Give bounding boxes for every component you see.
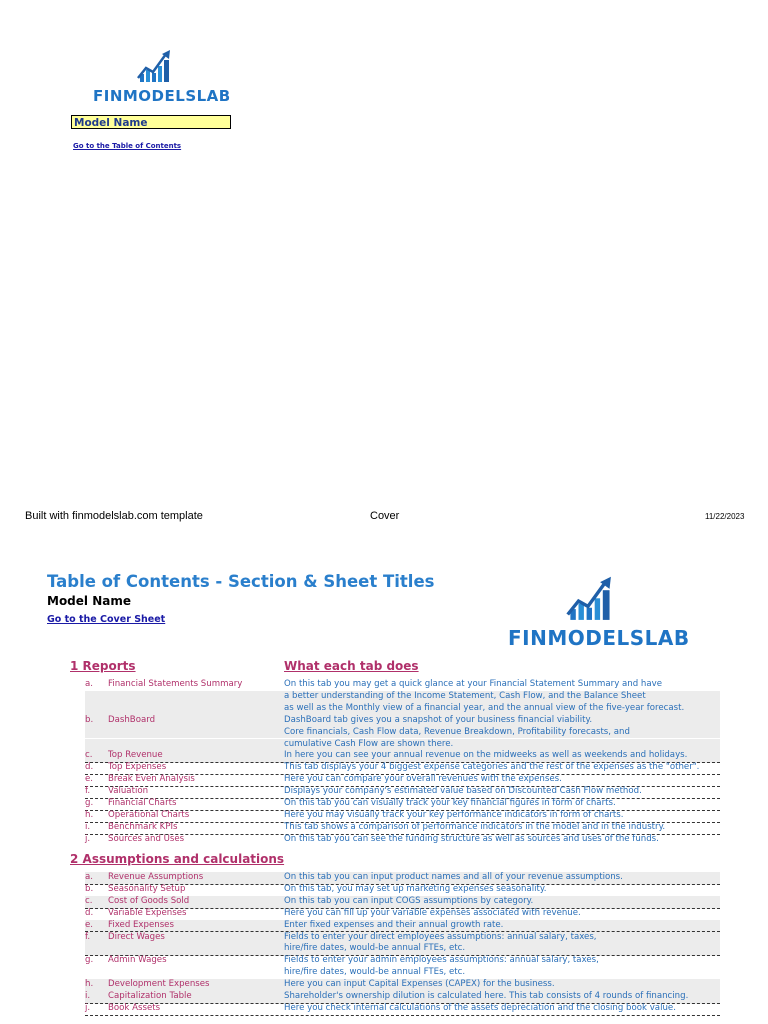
toc-entry[interactable] [85, 834, 720, 846]
entry-description: a better understanding of the Income Statement, Cash Flow, and the Balance Sheet [284, 690, 646, 701]
entry-description: DashBoard tab gives you a snapshot of your business financial viability. [284, 714, 593, 725]
entry-sheet-name[interactable]: Break Even Analysis [108, 774, 195, 785]
entry-letter: a. [85, 872, 93, 882]
what-each-tab-heading: What each tab does [284, 659, 419, 673]
entry-letter: b. [85, 883, 94, 894]
entry-letter: d. [85, 907, 94, 918]
entry-description: Here you can input Capital Expenses (CAPEX) for the business. [284, 979, 555, 990]
entry-description: Here you can fill up your variable expenses associated with revenue. [284, 907, 581, 918]
entry-description: Here you can compare your overall revenues with the expenses. [284, 774, 562, 785]
footer-date: 11/22/2023 [705, 512, 745, 521]
entry-sheet-name[interactable]: Valuation [108, 786, 149, 797]
entry-letter: h. [85, 979, 94, 990]
entry-sheet-name[interactable]: Seasonality Setup [108, 883, 186, 894]
entry-sheet-name[interactable]: Development Expenses [108, 979, 210, 990]
entry-sheet-name[interactable]: Sources and Uses [108, 833, 185, 844]
entry-description: hire/fire dates, would-be annual FTEs, etc. [284, 967, 466, 978]
entry-description: Core financials, Cash Flow data, Revenue Breakdown, Profitability forecasts, and [284, 726, 630, 737]
entry-description: Displays your company's estimated value based on Discounted Cash Flow method. [284, 786, 642, 797]
toc-entry-continuation [85, 691, 720, 703]
entry-description: On this tab you can input product names and all of your revenue assumptions. [284, 872, 623, 882]
footer-left: Built with finmodelslab.com template [25, 510, 203, 522]
toc-entry[interactable] [85, 932, 720, 944]
entry-sheet-name[interactable]: Top Revenue [108, 750, 163, 761]
entry-description: On this tab you may get a quick glance at your Financial Statement Summary and have [284, 679, 663, 689]
entry-description: On this tab, you may set up marketing expenses seasonality. [284, 883, 547, 894]
entry-description: On this tab you can input COGS assumptions by category. [284, 895, 534, 906]
toc-entry[interactable] [85, 715, 720, 727]
entry-description: On this tab you can see the funding structure as well as sources and uses of the funds. [284, 833, 659, 844]
entry-letter: h. [85, 809, 94, 820]
toc-entry[interactable] [85, 679, 720, 691]
toc-entry-continuation [85, 727, 720, 739]
entry-letter: j. [85, 833, 91, 844]
entry-letter: d. [85, 762, 94, 773]
entry-description: hire/fire dates, would-be annual FTEs, etc. [284, 943, 466, 954]
entry-letter: e. [85, 919, 94, 930]
entry-sheet-name[interactable]: Financial Charts [108, 798, 177, 808]
entry-description: On this tab you can visually track your key financial figures in form of charts. [284, 798, 616, 808]
toc-link[interactable]: Go to the Table of Contents [73, 142, 182, 150]
entry-sheet-name[interactable]: Top Expenses [108, 762, 167, 773]
entry-letter: i. [85, 991, 91, 1001]
cover-sheet-link[interactable]: Go to the Cover Sheet [47, 614, 166, 625]
footer-center: Cover [370, 510, 400, 522]
toc-title: Table of Contents - Section & Sheet Titles [47, 572, 435, 591]
entry-sheet-name[interactable]: DashBoard [108, 714, 156, 725]
entry-description: as well as the Monthly view of a financial year, and the annual view of the five-year forecast. [284, 702, 685, 713]
entry-letter: b. [85, 714, 94, 725]
entry-description: cumulative Cash Flow are shown there. [284, 738, 454, 749]
entry-letter: c. [85, 750, 93, 761]
entry-sheet-name[interactable]: Revenue Assumptions [108, 872, 204, 882]
entry-sheet-name[interactable]: Admin Wages [108, 955, 167, 966]
entry-sheet-name[interactable]: Benchmark KPIs [108, 821, 178, 832]
entry-description: Here you check internal calculations of the assets depreciation and the closing book value. [284, 1002, 676, 1013]
entry-letter: a. [85, 679, 93, 689]
entry-sheet-name[interactable]: Cost of Goods Sold [108, 895, 190, 906]
section-1-heading[interactable]: 1 Reports [70, 659, 136, 673]
entry-letter: f. [85, 931, 91, 942]
entry-letter: j. [85, 1002, 91, 1013]
toc-entry[interactable] [85, 1003, 720, 1016]
entry-letter: g. [85, 955, 94, 966]
entry-description: In here you can see your annual revenue on the midweeks as well as weekends and holidays. [284, 750, 688, 761]
entry-letter: g. [85, 798, 94, 808]
brand-chart-icon [564, 574, 620, 628]
brand-wordmark: FINMODELSLAB [93, 87, 231, 105]
toc-model-name: Model Name [47, 594, 131, 608]
entry-sheet-name[interactable]: Direct Wages [108, 931, 165, 942]
entry-description: Fields to enter your admin employees assumptions: annual salary, taxes, [284, 955, 599, 966]
entry-sheet-name[interactable]: Financial Statements Summary [108, 679, 243, 689]
entry-sheet-name[interactable]: Fixed Expenses [108, 919, 174, 930]
brand-wordmark: FINMODELSLAB [508, 626, 690, 650]
entry-description: Here you may visually track your key performance indicators in form of charts. [284, 809, 624, 820]
entry-description: Enter fixed expenses and their annual growth rate. [284, 919, 504, 930]
entry-sheet-name[interactable]: Operational Charts [108, 809, 190, 820]
brand-chart-icon [136, 48, 176, 88]
entry-description: This tab displays your 4 biggest expense categories and the rest of the expenses as the "other". [284, 762, 700, 773]
section-2-heading[interactable]: 2 Assumptions and calculations [70, 852, 285, 866]
entry-description: Fields to enter your direct employees assumptions: annual salary, taxes, [284, 931, 597, 942]
entry-sheet-name[interactable]: Variable Expenses [108, 907, 187, 918]
entry-letter: f. [85, 786, 91, 797]
entry-sheet-name[interactable]: Capitalization Table [108, 991, 192, 1001]
entry-sheet-name[interactable]: Book Assets [108, 1002, 161, 1013]
toc-entry[interactable] [85, 955, 720, 967]
entry-letter: i. [85, 821, 91, 832]
model-name-field[interactable]: Model Name [71, 115, 231, 129]
entry-letter: e. [85, 774, 94, 785]
entry-description: Shareholder's ownership dilution is calculated here. This tab consists of 4 rounds of financing. [284, 991, 689, 1001]
entry-description: This tab shows a comparison of performance indicators in the model and in the industry. [284, 821, 666, 832]
entry-letter: c. [85, 895, 93, 906]
